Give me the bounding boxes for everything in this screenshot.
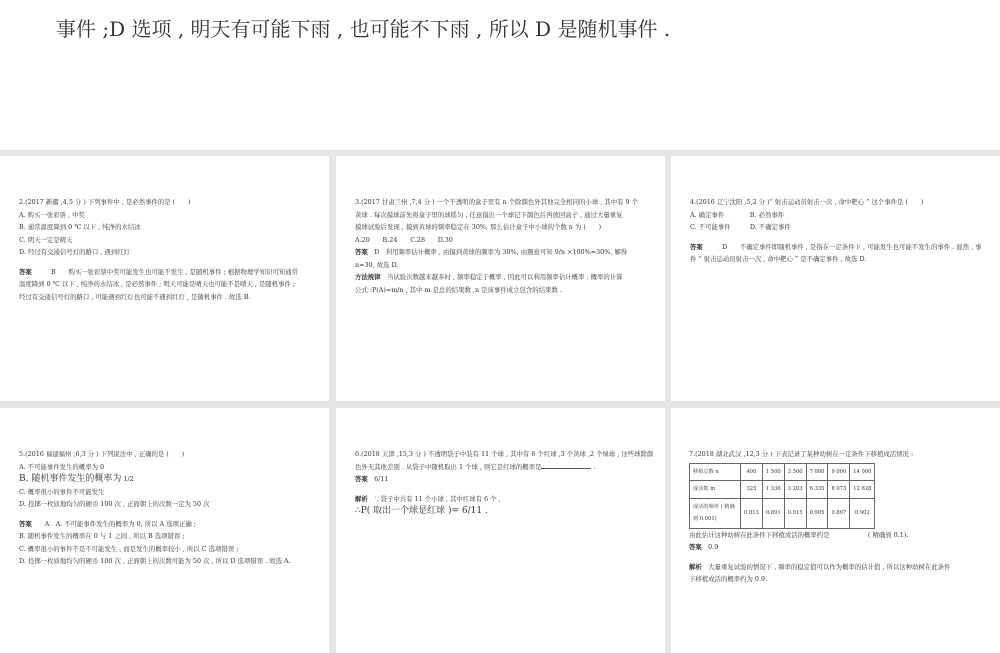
question-stem: 7.(2018 湖北武汉 ,12,3 分 ) 下表记录了某种幼树在一定条件下移植成活情况 : [689, 450, 914, 458]
answer-value: 0.9 [708, 543, 719, 551]
explanation-label: 解析 [355, 494, 368, 503]
answer-value: 6/11 [374, 475, 389, 483]
option-c: C. 明天一定是晴天 [19, 235, 73, 244]
question-7-content [689, 448, 986, 586]
answer-value: D [721, 242, 728, 251]
table-cell: 12 628 [850, 481, 875, 499]
question-4-content [690, 196, 986, 266]
option-a: A. 不可能事件发生的概率为 0 [19, 462, 105, 471]
table-cell: 7 000 [806, 463, 828, 481]
question-3-content [355, 196, 651, 296]
result-line: ∴P( 取出一个球是红球 )= 6/11 . [355, 506, 488, 516]
question-6-content [355, 448, 654, 518]
explanation-line: 件 “ 射击运动员射击一次 , 命中靶心 ” 是不确定事件 , 故选 D. [690, 255, 867, 263]
options-line: C. 不可能事件 D. 不确定事件 [690, 223, 791, 231]
options-line: A.20 B.24 C.28 D.30 [355, 235, 453, 244]
top-page-region [0, 0, 1000, 150]
method-text: 公式 :P(A)=m/n , 其中 m 是总的结果数 ,n 是该事件成立包含的结果数 . [355, 285, 562, 294]
explanation-text: ∵袋子中共有 11 个小球 , 其中红球有 6 个 , [374, 494, 501, 503]
table-cell: 6 335 [806, 481, 828, 499]
answer-label: 答案 [19, 267, 32, 276]
options-line: A. 确定事件 B. 必然事件 [690, 210, 785, 219]
question-stem: 5.(2016 福建福州 ,6,3 分 ) 下列说法中 , 正确的是 ( ) [19, 450, 185, 458]
explanation-line: 经过有交通信号灯的路口 , 可能遇到红灯也可能不遇到红灯 , 是随机事件 . 故选 B. [19, 292, 251, 301]
table-cell: 移植总数 n [690, 463, 741, 481]
table-cell: 0.897 [828, 498, 850, 528]
table-cell: 0.915 [784, 498, 806, 528]
slide-question-4[interactable] [671, 156, 1000, 401]
table-cell: 0.813 [741, 498, 763, 528]
slide-question-7[interactable] [671, 408, 1000, 653]
table-cell: 成活数 m [690, 481, 741, 499]
explanation-line: D. 投掷一枚质地均匀的硬币 100 次 , 正面朝上的次数可能为 50 次 , 所以 D 选项错误 . 故选 A. [19, 557, 291, 565]
option-d: D. 投掷一枚质地均匀的硬币 100 次 , 正面朝上的次数一定为 50 次 [19, 500, 210, 508]
option-b: B. 通常温度降到 0 ℃ 以下 , 纯净的水结冰 [19, 223, 141, 231]
option-b-text: B. 随机事件发生的概率为 [19, 474, 122, 484]
table-row [690, 463, 875, 481]
question-stem: 6.(2018 天津 ,15,3 分 ) 不透明袋子中装有 11 个球 , 其中有 6 个红球 ,3 个黄球 ,2 个绿球 , 这些球除颜 [355, 450, 654, 458]
question-stem: 3.(2017 甘肃兰州 ,7,4 分 ) 一个不透明的盒子里有 n 个除颜色外其他完全相同的小球 , 其中有 9 个 [355, 198, 638, 206]
option-d: D. 经过有交通信号灯的路口 , 遇到红灯 [19, 248, 130, 256]
answer-label: 答案 [19, 519, 32, 528]
table-row [690, 498, 875, 528]
transplant-table [689, 463, 875, 529]
question-stem-line: 色外无其他差别 . 从袋子中随机取出 1 个球 , 则它是红球的概率是 . [355, 462, 596, 471]
answer-line [355, 246, 651, 259]
answer-line [355, 473, 651, 486]
table-cell: 3 203 [784, 481, 806, 499]
explanation-line: A A. 不可能事件发生的概率为 0, 所以 A 选项正确 ; [44, 519, 196, 528]
answer-label: 答案 [690, 242, 703, 251]
table-cell: 0.902 [850, 498, 875, 528]
answer-label: 答案 [689, 543, 702, 551]
slide-question-3[interactable] [336, 156, 665, 401]
explanation-line: B. 随机事件发生的概率在 0 与 1 之间 , 所以 B 选项错误 ; [19, 532, 185, 540]
explanation-line: 温度降到 0 ℃ 以下 , 纯净的水结冰 , 是必然事件 ; 明天可能是晴天也可能不是晴天 , 是随机事件 ; [19, 280, 296, 288]
answer-label: 答案 [355, 248, 368, 256]
answer-line [690, 241, 986, 254]
table-cell: 9 000 [828, 463, 850, 481]
question-stem: 色外无其他差别 . 从袋子中随机取出 1 个球 , 则它是红球的概率是 [355, 462, 542, 471]
explanation-line: 利用频率估计概率 , 由摸到黄球的频率为 30%, 由题意可知 9/n ×100%=30%, 解得 [385, 248, 628, 256]
option-c: C. 概率很小的事件不可能发生 [19, 487, 105, 496]
answer-line [19, 266, 315, 279]
table-cell: 1 500 [762, 463, 784, 481]
explanation-line [355, 493, 651, 506]
explanation-line: C. 概率很小的事件不是不可能发生 , 而是发生的概率较小 , 所以 C 选项错误 ; [19, 544, 239, 553]
option-b-fraction: 1/2 [123, 475, 134, 483]
table-cell: 14 000 [850, 463, 875, 481]
explanation-label: 解析 [689, 562, 702, 571]
table-cell: 400 [741, 463, 763, 481]
method-label: 方法规律 [355, 273, 381, 281]
table-cell: 0.891 [762, 498, 784, 528]
explanation-line: 下移植成活的概率约为 0.9. [689, 575, 768, 583]
method-text: 当试验次数越来越多时 , 频率稳定于概率 , 因此可以利用频率估计概率 . 概率的计算 [386, 273, 623, 281]
slide-question-5[interactable] [0, 408, 329, 653]
explanation-text: 大量重复试验的情况下 , 频率的稳定值可以作为概率的估计值 , 所以这种幼树在此条件 [708, 562, 951, 571]
answer-label: 答案 [355, 475, 368, 483]
option-a: A. 购买一张彩票 , 中奖 [19, 210, 85, 219]
question-stem: 黄球 . 每次摸球前先将盒子里的球摇匀 , 任意摸出一个球记下颜色后再放回盒子 , 通过大量重复 [355, 210, 623, 219]
question-stem: 摸球试验后发现 , 摸到黄球的频率稳定在 30%, 那么估计盒子中小球的个数 n 为 ( ) [355, 223, 602, 231]
explanation-line [689, 561, 986, 574]
table-cell: 成活的频率 ( 精确到 0.001) [690, 498, 741, 528]
answer-line [19, 518, 315, 531]
slide-question-6[interactable] [336, 408, 665, 653]
table-cell: 0.905 [806, 498, 828, 528]
table-cell: 1 336 [762, 481, 784, 499]
question-text: 由此估计这种幼树在此条件下移植成活的概率约是 ( 精确到 0.1). [689, 530, 909, 539]
answer-line [689, 541, 986, 554]
slide-question-2[interactable] [0, 156, 329, 401]
table-cell: 325 [741, 481, 763, 499]
question-stem: 4.(2016 辽宁沈阳 ,5,2 分 )“ 射击运动员射击一次 , 命中靶心 ” 这个事件是 ( ) [690, 198, 924, 206]
method-line [355, 271, 651, 284]
table-row [690, 481, 875, 499]
explanation-line: n=30, 故选 D. [355, 260, 399, 269]
explanation-line: 不确定事件即随机事件 , 是指在一定条件下 , 可能发生也可能不发生的事件 . 显然 , 事 [739, 242, 982, 251]
answer-value: B [50, 267, 56, 276]
table-cell: 3 500 [784, 463, 806, 481]
explanation-line: 购买一张彩票中奖可能发生也可能不发生 , 是随机事件 ; 根据物理学知识可知通常 [68, 267, 299, 276]
question-5-content [19, 448, 315, 568]
option-b [19, 473, 315, 486]
top-page-text: 事件 ;D 选项 , 明天有可能下雨 , 也可能不下雨 , 所以 D 是随机事件 . [56, 17, 671, 41]
question-2-content [19, 196, 315, 303]
answer-blank [541, 462, 591, 469]
answer-value: D [374, 248, 380, 256]
table-cell: 8 073 [828, 481, 850, 499]
question-stem: 2.(2017 新疆 ,4,5 分 ) 下列事件中 , 是必然事件的是 ( ) [19, 198, 191, 206]
